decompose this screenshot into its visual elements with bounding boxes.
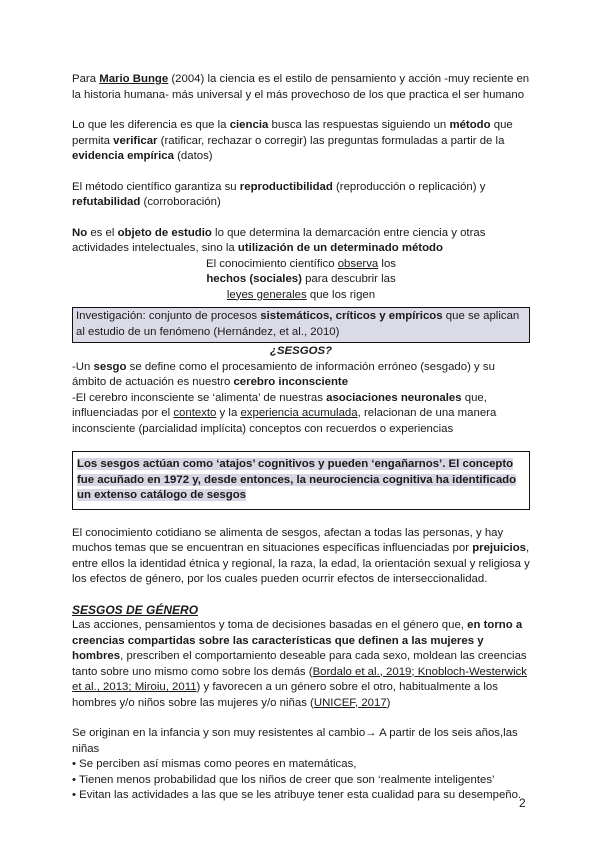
text: ) y favorecen a un género sobre el otro, habitualmente a los hombres y/o niños sobre las mujeres y/o niñas (	[72, 681, 498, 709]
text: se define como el procesamiento de información erróneo (sesgado) y su ámbito de actuación es nuestro	[72, 360, 495, 388]
center-line-1	[72, 257, 530, 273]
text: (ratificar, rechazar o corregir) las preguntas formuladas a partir de la	[157, 134, 505, 147]
document-page	[72, 72, 530, 804]
text: que permita	[72, 119, 513, 147]
text: busca las respuestas siguiendo un	[268, 119, 450, 131]
bold-term: en torno a creencias compartidas sobre las características que definen a las mujeres y hombres	[72, 619, 523, 662]
text: -Un	[72, 360, 94, 373]
text: El conocimiento cotidiano se alimenta de sesgos, afectan a todas las personas, y hay muchos temas que se encuentran en situaciones específicas influenciadas por	[72, 526, 504, 554]
text: y la	[216, 407, 241, 419]
text: que los rigen	[306, 288, 376, 301]
paragraph-genero	[72, 618, 530, 711]
bold-term: objeto de estudio	[117, 226, 212, 239]
bold-term: cerebro inconsciente	[233, 376, 349, 388]
text: (reproducción o replicación) y	[332, 180, 486, 193]
underlined-term: observa	[337, 257, 379, 270]
bold-term: prejuicios	[472, 542, 526, 554]
bold-term: verificar	[113, 134, 158, 147]
text: (corroboración)	[140, 196, 221, 208]
atajos-box	[72, 451, 530, 510]
center-line-3	[72, 288, 530, 304]
sesgos-heading: ¿SESGOS?	[269, 345, 333, 357]
paragraph-metodo	[72, 180, 530, 211]
page-number: 2	[519, 796, 526, 810]
bullet-item: • Evitan las actividades a las que se les atribuye tener esta cualidad para su desempeño.	[72, 789, 522, 801]
text: lo que determina la demarcación entre ciencia y otras actividades intelectuales, sino la	[72, 226, 486, 254]
text: para descubrir las	[301, 273, 396, 285]
bold-term: ciencia	[229, 119, 269, 131]
paragraph-conocimiento-cotidiano	[72, 526, 530, 588]
text: los	[378, 257, 396, 270]
text: Investigación: conjunto de procesos	[76, 310, 261, 322]
bold-term: sesgo	[93, 360, 127, 373]
citation-link[interactable]: Bordalo et al., 2019; Knobloch-Westerwick et al., 2013; Miroiu, 2011	[72, 665, 528, 693]
bullet-item: • Tienen menos probabilidad que los niños de creer que son ‘realmente inteligentes’	[72, 773, 495, 786]
text: El método científico garantiza su	[72, 180, 240, 193]
text: El conocimiento científico	[206, 257, 338, 270]
bold-term: método	[449, 119, 491, 131]
underlined-term: contexto	[173, 407, 217, 419]
underlined-term: leyes generales	[226, 288, 307, 301]
bold-term: asociaciones neuronales	[326, 391, 462, 404]
highlighted-text: Los sesgos actúan como ‘atajos’ cognitivos y pueden ‘engañarnos’. El concepto fue acuñado en 1972 y, desde entonces, la neurociencia cognitiva ha identificado un extenso catálogo de sesgos	[77, 458, 517, 501]
bold-term: No	[72, 226, 88, 239]
center-line-2	[72, 272, 530, 288]
text: es el	[87, 226, 118, 239]
text: , prescriben el comportamiento deseable para cada sexo, moldean las creencias tanto sobre uno mismo como sobre los demás (	[72, 650, 527, 678]
text: Para	[72, 73, 100, 85]
bold-term: reproductibilidad	[239, 180, 333, 193]
text: , entre ellos la identidad étnica y regional, la raza, la edad, la orientación sexual y religiosa y los efectos de género, por los cuales pueden ocurrir efectos de interseccionalidad.	[72, 542, 530, 585]
section-title-genero: SESGOS DE GÉNERO	[72, 602, 199, 617]
bullet-item: • Se perciben así mismas como peores en matemáticas,	[72, 758, 357, 770]
text: (2004) la ciencia es el estilo de pensamiento y acción -muy reciente en la historia humana- más universal y el más provechoso de los que practica el ser humano	[72, 73, 530, 101]
paragraph-sesgo-definicion	[72, 360, 530, 391]
text: Las acciones, pensamientos y toma de decisiones basadas en el género que,	[72, 619, 468, 631]
paragraph-origen: Se originan en la infancia y son muy resistentes al cambio→ A partir de los seis años,las niñas	[72, 727, 518, 755]
text: Lo que les diferencia es que la	[72, 119, 230, 131]
paragraph-diferencia	[72, 118, 530, 165]
investigacion-box	[72, 307, 530, 343]
author-name: Mario Bunge	[99, 73, 169, 85]
text: , relacionan de una manera inconsciente (parcialidad implícita) conceptos con recuerdos o experiencias	[72, 407, 497, 435]
citation-link[interactable]: UNICEF, 2017	[313, 696, 387, 709]
bold-term: refutabilidad	[72, 196, 141, 208]
paragraph-bunge	[72, 72, 530, 103]
text: que se aplican al estudio de un fenómeno (Hernández, et al., 2010)	[76, 310, 520, 338]
bold-term: evidencia empírica	[72, 150, 174, 162]
paragraph-demarcacion	[72, 226, 530, 257]
text: (datos)	[173, 150, 213, 162]
bold-term: utilización de un determinado método	[237, 242, 443, 254]
bold-term: hechos (sociales)	[206, 273, 302, 285]
text: )	[386, 696, 391, 709]
bold-term: sistemáticos, críticos y empíricos	[260, 310, 443, 322]
underlined-term: experiencia acumulada	[240, 407, 358, 419]
text: que, influenciadas por el	[72, 391, 487, 419]
paragraph-cerebro	[72, 391, 530, 438]
text: -El cerebro inconsciente se ‘alimenta’ de nuestras	[72, 391, 327, 404]
